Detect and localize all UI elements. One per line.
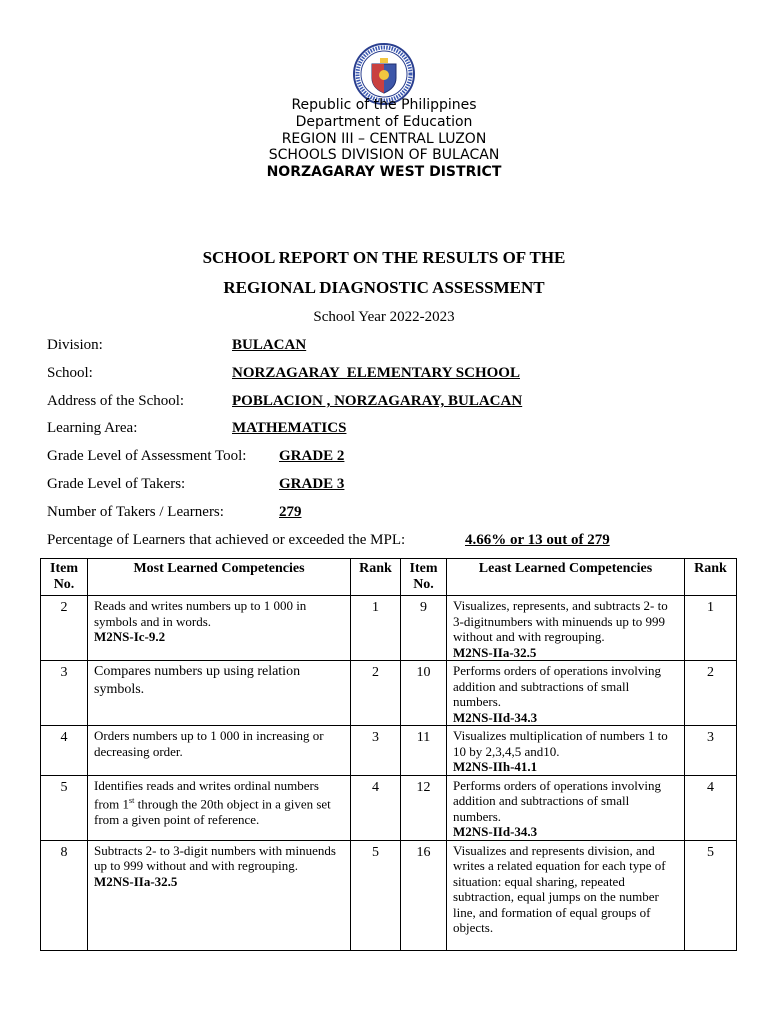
rank: 2 [685,661,737,726]
table-row [41,661,737,726]
assessment-tool-grade-label: Grade Level of Assessment Tool: [47,448,247,464]
table-row [41,726,737,776]
assessment-tool-grade-value: GRADE 2 [279,448,345,464]
item-no: 8 [41,840,88,950]
header-rank-2: Rank [685,559,737,596]
republic-line: Republic of the Philippines [291,97,477,113]
takers-grade-value: GRADE 3 [279,476,345,492]
item-no: 16 [401,840,447,950]
competency-text: Visualizes and represents division, and writes a related equation for each type of situation: equal sharing, repeated subtraction, equal jumps on the number line, and formation of equal groups of objects. [453,842,666,935]
competency-text: Performs orders of operations involving addition and subtractions of small numbers. [453,663,661,709]
least-learned-cell [447,596,685,661]
department-line: Department of Education [295,113,473,130]
most-learned-cell [88,596,351,661]
rank: 1 [685,596,737,661]
rank: 4 [685,775,737,840]
competency-code: M2NS-IIa-32.5 [94,873,178,889]
least-learned-cell [447,661,685,726]
district-line: NORZAGARAY WEST DISTRICT [266,164,502,181]
learning-area-label: Learning Area: [47,420,138,436]
item-no: 3 [41,661,88,726]
address-label: Address of the School: [47,393,185,409]
takers-grade-label: Grade Level of Takers: [47,476,186,492]
learning-area-value: MATHEMATICS [232,420,347,436]
item-no: 10 [401,661,447,726]
school-value: NORZAGARAY ELEMENTARY SCHOOL [232,365,520,381]
table-header-row [41,559,737,596]
competencies-table [40,558,737,951]
most-learned-cell [88,775,351,840]
rank: 3 [351,726,401,776]
header-item-no-2: Item No. [401,559,447,596]
competency-text: Visualizes, represents, and subtracts 2- to 3-digitnumbers with minuends up to 999 without and with regrouping. [453,598,668,644]
division-label: Division: [47,337,103,353]
report-title-line-2: REGIONAL DIAGNOSTIC ASSESSMENT [223,278,545,297]
mpl-value: 4.66% or 13 out of 279 [465,532,610,548]
most-learned-cell [88,726,351,776]
header-most-learned: Most Learned Competencies [88,559,351,596]
ordinal-suffix: st [129,796,135,805]
address-value: POBLACION , NORZAGARAY, BULACAN [232,393,523,409]
table-row [41,840,737,950]
region-line: REGION III – CENTRAL LUZON [281,130,487,147]
item-no: 12 [401,775,447,840]
mpl-label: Percentage of Learners that achieved or exceeded the MPL: [47,532,406,548]
rank: 3 [685,726,737,776]
competency-text: Orders numbers up to 1 000 in increasing or decreasing order. [94,728,324,759]
competency-text: Visualizes multiplication of numbers 1 to 10 by 2,3,4,5 and10. [453,728,668,759]
letterhead [0,97,768,181]
header-item-no: Item No. [41,559,88,596]
rank: 1 [351,596,401,661]
item-no: 4 [41,726,88,776]
competency-code: M2NS-Ic-9.2 [94,629,166,644]
competency-text: Compares numbers up using relation symbols. [94,664,301,697]
rank: 5 [351,840,401,950]
competency-code: M2NS-IIa-32.5 [453,644,537,660]
item-no: 11 [401,726,447,776]
competency-text: Reads and writes numbers up to 1 000 in symbols and in words. [94,598,307,629]
least-learned-cell [447,775,685,840]
division-value: BULACAN [232,337,307,353]
table-row [41,596,737,661]
competency-text: Performs orders of operations involving addition and subtractions of small numbers. [453,777,661,824]
least-learned-cell [447,726,685,776]
rank: 2 [351,661,401,726]
school-year: School Year 2022-2023 [313,309,455,325]
least-learned-cell [447,840,685,950]
competency-code: M2NS-IIh-41.1 [453,759,538,774]
item-no: 5 [41,775,88,840]
competency-text-part-1: Identifies reads and writes ordinal numbers from 1 [94,777,319,812]
item-no: 9 [401,596,447,661]
item-no: 2 [41,596,88,661]
competency-text-part-2: through the 20th object in a given set from a given point of reference. [94,796,331,827]
school-label: School: [47,365,93,381]
takers-count-value: 279 [279,504,302,520]
header-rank: Rank [351,559,401,596]
report-title-line-1: SCHOOL REPORT ON THE RESULTS OF THE [202,248,566,267]
competency-text: Subtracts 2- to 3-digit numbers with minuends up to 999 without and with regrouping. [94,842,336,873]
rank: 5 [685,840,737,950]
most-learned-cell [88,661,351,726]
competency-code: M2NS-IId-34.3 [453,824,538,839]
table-row [41,775,737,840]
competency-code: M2NS-IId-34.3 [453,709,538,725]
header-least-learned: Least Learned Competencies [447,559,685,596]
most-learned-cell [88,840,351,950]
rank: 4 [351,775,401,840]
takers-count-label: Number of Takers / Learners: [47,504,224,520]
division-line: SCHOOLS DIVISION OF BULACAN [268,147,500,164]
